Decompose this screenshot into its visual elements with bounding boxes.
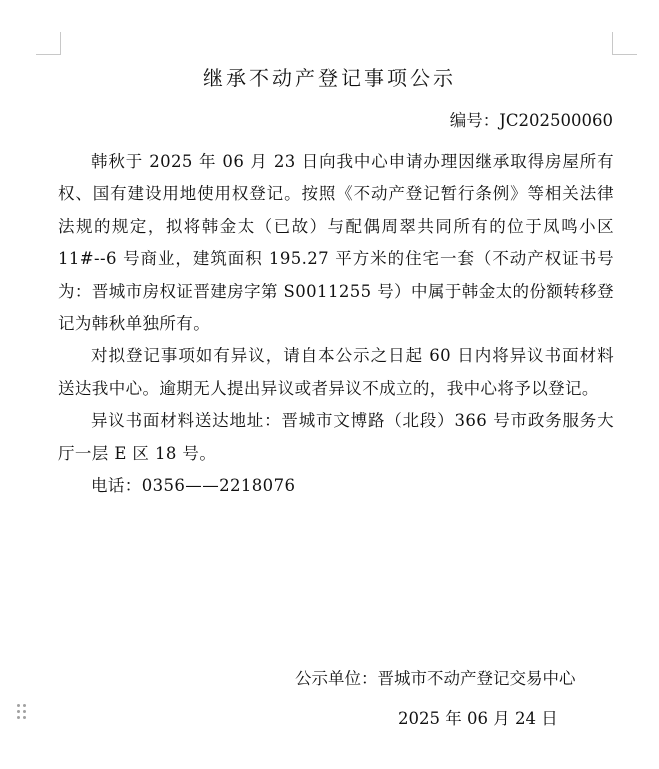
drag-handle-icon[interactable]: [17, 704, 27, 720]
paragraph-address: 异议书面材料送达地址：晋城市文博路（北段）366 号市政务服务大厅一层 E 区 18 号。: [58, 411, 614, 463]
paragraph-objection: 对拟登记事项如有异议，请自本公示之日起 60 日内将异议书面材料送达我中心。逾期无人提出异议或者异议不成立的，我中心将予以登记。: [58, 346, 614, 398]
document-title: 继承不动产登记事项公示: [203, 66, 456, 90]
margin-corner-top-left: [36, 32, 61, 55]
paragraph-application: 韩秋于 2025 年 06 月 23 日向我中心申请办理因继承取得房屋所有权、国有建设用地使用权登记。按照《不动产登记暂行条例》等相关法律法规的规定，拟将韩金太（已故）与配偶周翠共同所有的位于凤鸣小区 11#--6 号商业，建筑面积 195.27 平方米的住宅一套（不动产权证书号为：晋城市房权证晋建房字第 S0011255 号）中属于韩金太的份额转移登记为韩秋单独所有。: [58, 152, 614, 334]
issue-date: 2025 年 06 月 24 日: [398, 709, 558, 728]
margin-corner-top-right: [612, 32, 637, 55]
issuer-line: 公示单位：晋城市不动产登记交易中心: [295, 669, 576, 688]
paragraph-phone: 电话：0356——2218076: [91, 476, 296, 496]
document-number: 编号：JC202500060: [449, 111, 613, 130]
document-body: [58, 146, 614, 502]
